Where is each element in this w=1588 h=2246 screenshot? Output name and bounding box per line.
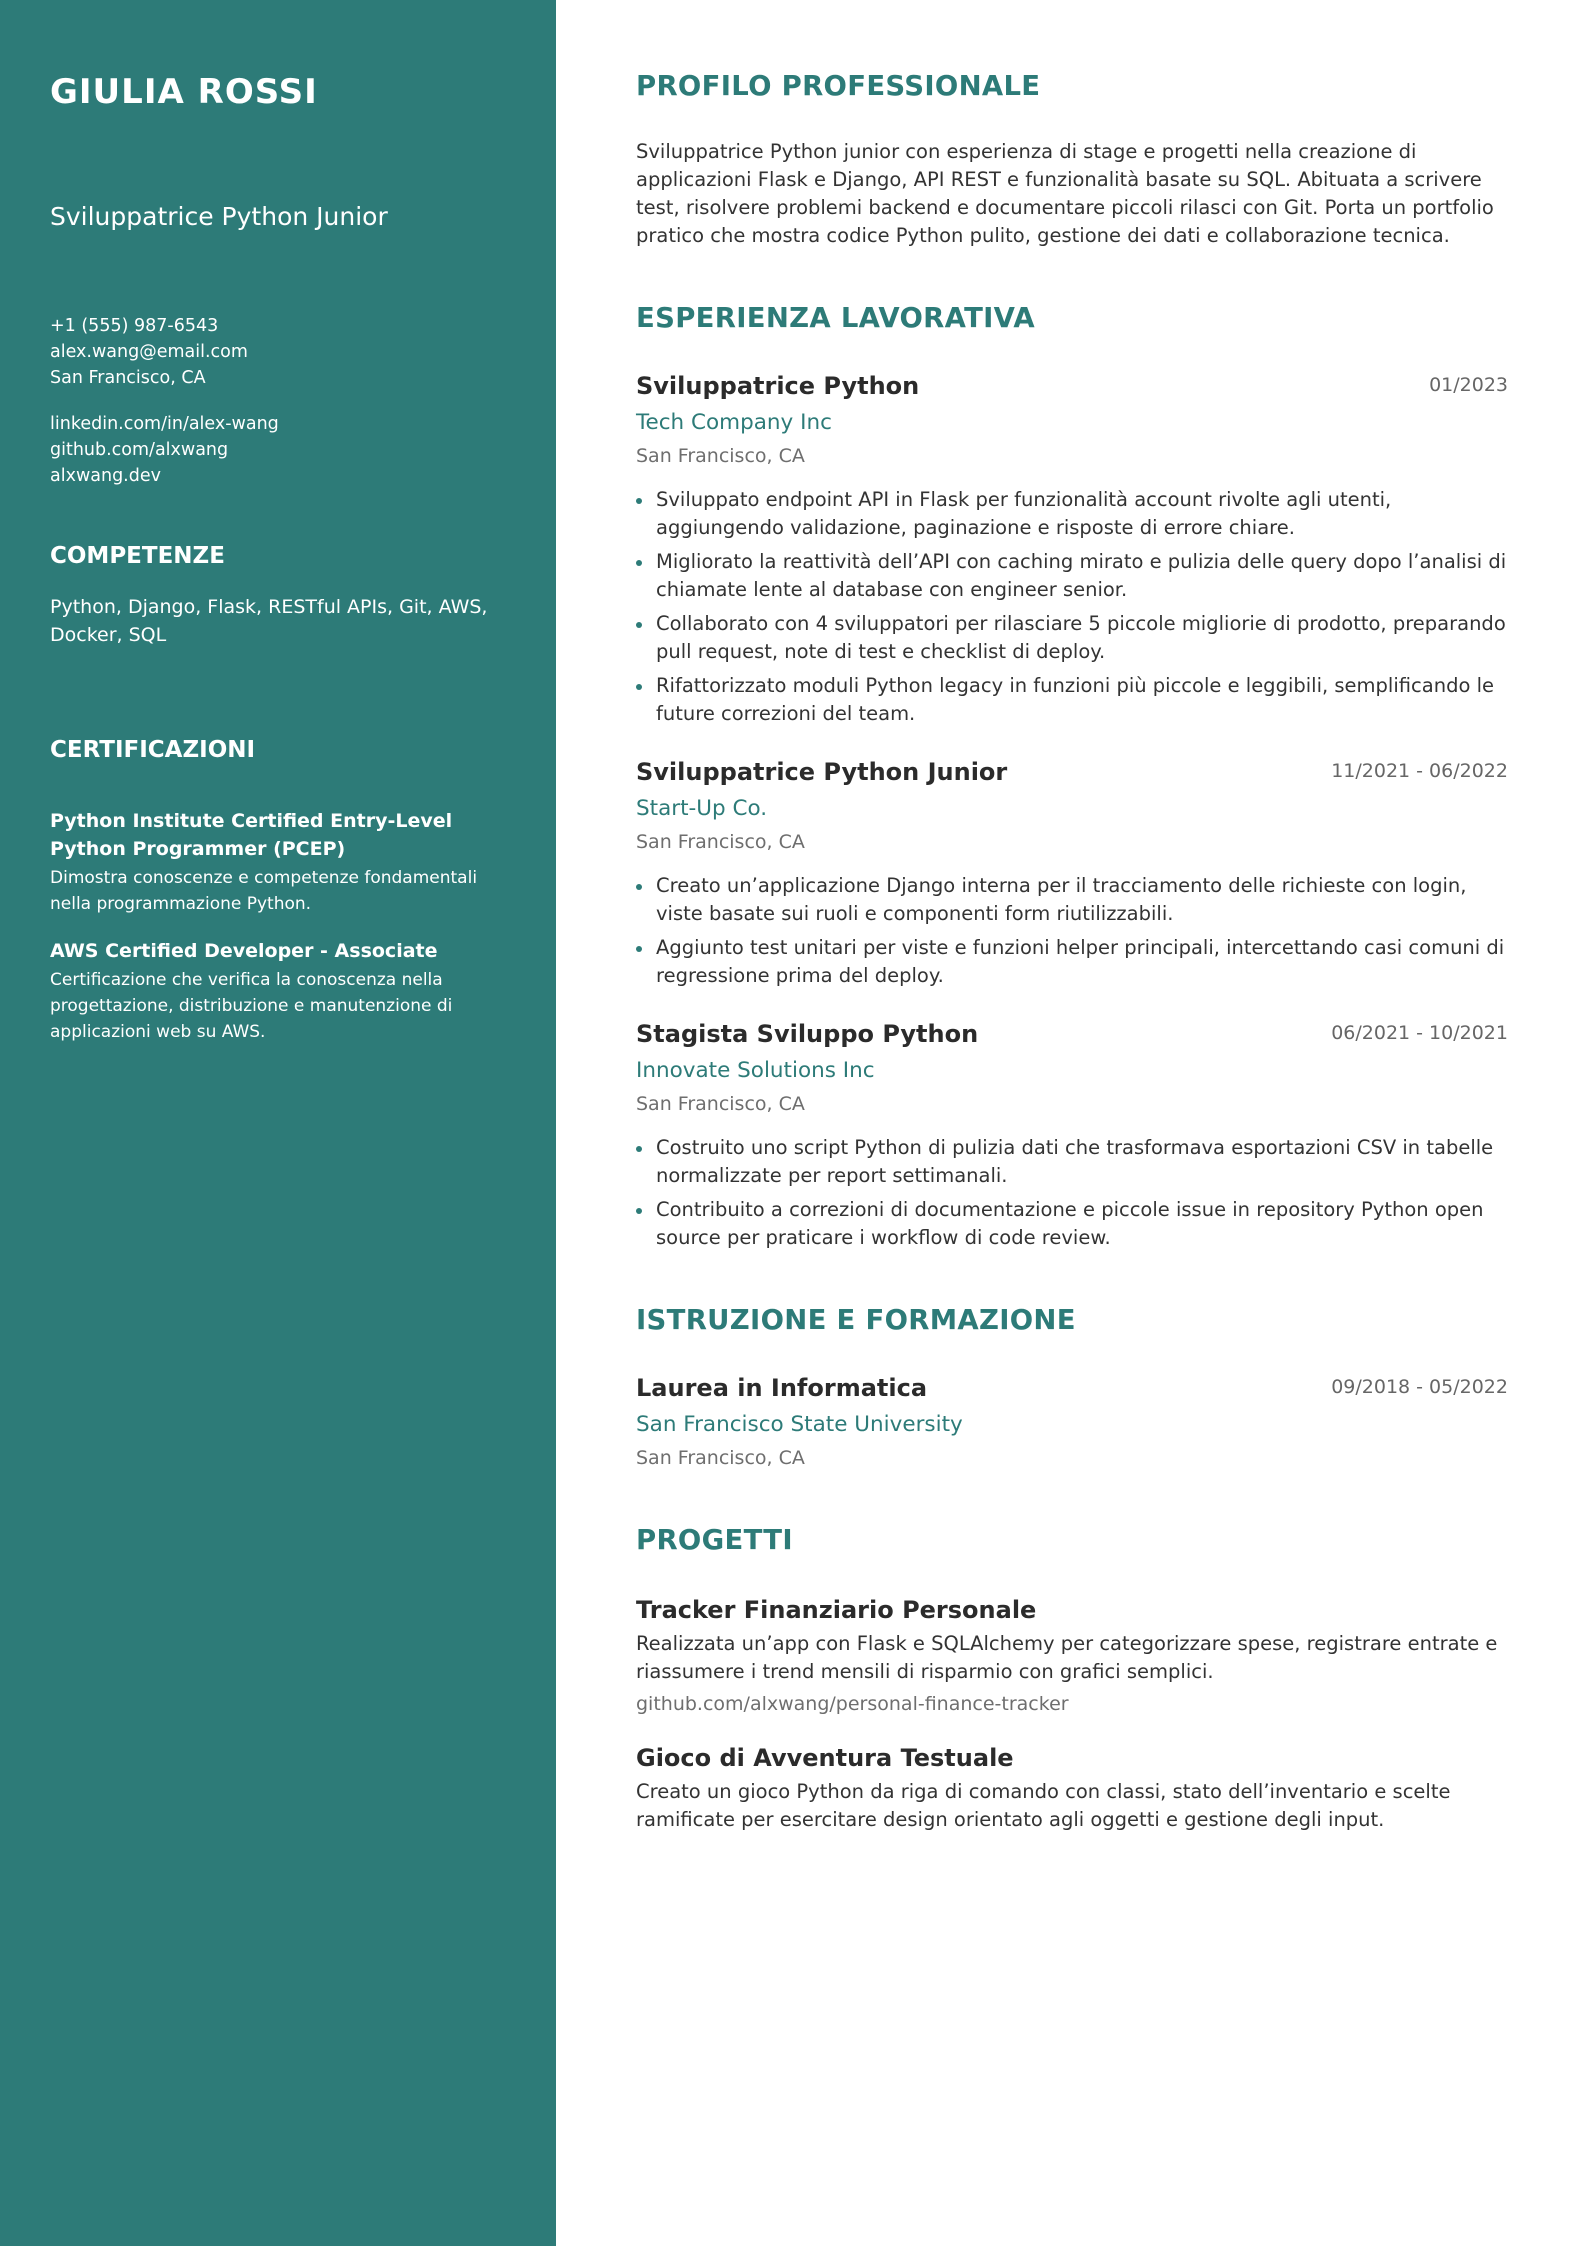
project-title: Tracker Finanziario Personale <box>636 1596 1037 1624</box>
bullet-item: Rifattorizzato moduli Python legacy in funzioni più piccole e leggibili, semplificando le future correzioni del team. <box>636 672 1508 728</box>
skills-list: Python, Django, Flask, RESTful APIs, Git, AWS, Docker, SQL <box>50 596 488 646</box>
entry-header <box>636 758 1508 790</box>
degree-title: Laurea in Informatica <box>636 1374 928 1402</box>
bullet-item: Sviluppato endpoint API in Flask per funzionalità account rivolte agli utenti, aggiungendo validazione, paginazione e risposte di errore chiare. <box>636 486 1508 542</box>
contact-basic <box>50 313 506 391</box>
certification-title: AWS Certified Developer - Associate <box>50 940 438 962</box>
location: San Francisco, CA <box>50 368 206 388</box>
job-date: 01/2023 <box>1429 374 1508 396</box>
linkedin-link[interactable]: linkedin.com/in/alex-wang <box>50 414 279 434</box>
website-link[interactable]: alxwang.dev <box>50 466 161 486</box>
bullet-item: Contribuito a correzioni di documentazione e piccole issue in repository Python open source per praticare i workflow di code review. <box>636 1196 1508 1252</box>
project-item <box>636 1742 1508 1834</box>
education-entry <box>636 1374 1508 1472</box>
job-bullets <box>636 872 1508 990</box>
certification-item <box>50 937 506 1045</box>
experience-entry <box>636 1020 1508 1252</box>
job-company: Innovate Solutions Inc <box>636 1058 875 1083</box>
main-content <box>636 0 1508 1834</box>
experience-entry <box>636 372 1508 728</box>
profile-section <box>636 70 1508 250</box>
profile-heading: PROFILO PROFESSIONALE <box>636 70 1041 102</box>
bullet-item: Collaborato con 4 sviluppatori per rilasciare 5 piccole migliorie di prodotto, preparando pull request, note di test e checklist di deploy. <box>636 610 1508 666</box>
bullet-item: Migliorato la reattività dell’API con caching mirato e pulizia delle query dopo l’analisi di chiamate lente al database con engineer senior. <box>636 548 1508 604</box>
job-location: San Francisco, CA <box>636 1093 805 1115</box>
job-date: 11/2021 - 06/2022 <box>1331 760 1508 782</box>
entry-header <box>636 1020 1508 1052</box>
certification-title: Python Institute Certified Entry-Level Python Programmer (PCEP) <box>50 810 453 860</box>
sidebar <box>0 0 556 2246</box>
education-heading: ISTRUZIONE E FORMAZIONE <box>636 1304 1076 1336</box>
github-link[interactable]: github.com/alxwang <box>50 440 229 460</box>
job-title: Stagista Sviluppo Python <box>636 1020 979 1048</box>
education-section <box>636 1304 1508 1472</box>
profile-summary: Sviluppatrice Python junior con esperienza di stage e progetti nella creazione di applicazioni Flask e Django, API REST e funzionalità basate su SQL. Abituata a scrivere test, risolvere problemi backend e documentare piccoli rilasci con Git. Porta un portfolio pratico che mostra codice Python pulito, gestione dei dati e collaborazione tecnica. <box>636 140 1494 247</box>
contact-info <box>50 313 506 489</box>
project-item <box>636 1594 1508 1718</box>
certifications-heading: CERTIFICAZIONI <box>50 737 256 763</box>
project-description: Realizzata un’app con Flask e SQLAlchemy per categorizzare spese, registrare entrate e riassumere i trend mensili di risparmio con grafici semplici. <box>636 1632 1498 1683</box>
job-location: San Francisco, CA <box>636 445 805 467</box>
experience-heading: ESPERIENZA LAVORATIVA <box>636 302 1035 334</box>
bullet-item: Creato un’applicazione Django interna per il tracciamento delle richieste con login, viste basate sui ruoli e componenti form riutilizzabili. <box>636 872 1508 928</box>
phone: +1 (555) 987-6543 <box>50 316 219 336</box>
job-company: Tech Company Inc <box>636 410 832 435</box>
job-title: Sviluppatrice Python Junior <box>636 758 1008 786</box>
job-date: 06/2021 - 10/2021 <box>1331 1022 1508 1044</box>
project-description: Creato un gioco Python da riga di comando con classi, stato dell’inventario e scelte ramificate per esercitare design orientato agli oggetti e gestione degli input. <box>636 1780 1451 1831</box>
project-link[interactable]: github.com/alxwang/personal-finance-tracker <box>636 1693 1069 1715</box>
school-name: San Francisco State University <box>636 1412 963 1437</box>
job-title: Sviluppatrice Python <box>636 372 920 400</box>
projects-section <box>636 1524 1508 1834</box>
candidate-name: GIULIA ROSSI <box>50 72 318 112</box>
bullet-item: Aggiunto test unitari per viste e funzioni helper principali, intercettando casi comuni di regressione prima del deploy. <box>636 934 1508 990</box>
email[interactable]: alex.wang@email.com <box>50 342 248 362</box>
certification-description: Dimostra conoscenze e competenze fondamentali nella programmazione Python. <box>50 868 478 914</box>
experience-section <box>636 302 1508 1252</box>
school-location: San Francisco, CA <box>636 1447 805 1469</box>
job-bullets <box>636 486 1508 728</box>
education-list <box>636 1374 1508 1472</box>
certification-description: Certificazione che verifica la conoscenza nella progettazione, distribuzione e manutenzione di applicazioni web su AWS. <box>50 970 453 1042</box>
certification-item <box>50 807 506 917</box>
contact-links <box>50 411 506 489</box>
project-title: Gioco di Avventura Testuale <box>636 1744 1014 1772</box>
experience-list <box>636 372 1508 1252</box>
job-location: San Francisco, CA <box>636 831 805 853</box>
experience-entry <box>636 758 1508 990</box>
projects-list <box>636 1594 1508 1834</box>
skills-heading: COMPETENZE <box>50 543 225 569</box>
candidate-role: Sviluppatrice Python Junior <box>50 202 388 231</box>
education-date: 09/2018 - 05/2022 <box>1331 1376 1508 1398</box>
entry-header <box>636 1374 1508 1406</box>
job-company: Start-Up Co. <box>636 796 768 821</box>
bullet-item: Costruito uno script Python di pulizia dati che trasformava esportazioni CSV in tabelle normalizzate per report settimanali. <box>636 1134 1508 1190</box>
projects-heading: PROGETTI <box>636 1524 793 1556</box>
entry-header <box>636 372 1508 404</box>
job-bullets <box>636 1134 1508 1252</box>
certifications-list <box>50 807 506 1045</box>
